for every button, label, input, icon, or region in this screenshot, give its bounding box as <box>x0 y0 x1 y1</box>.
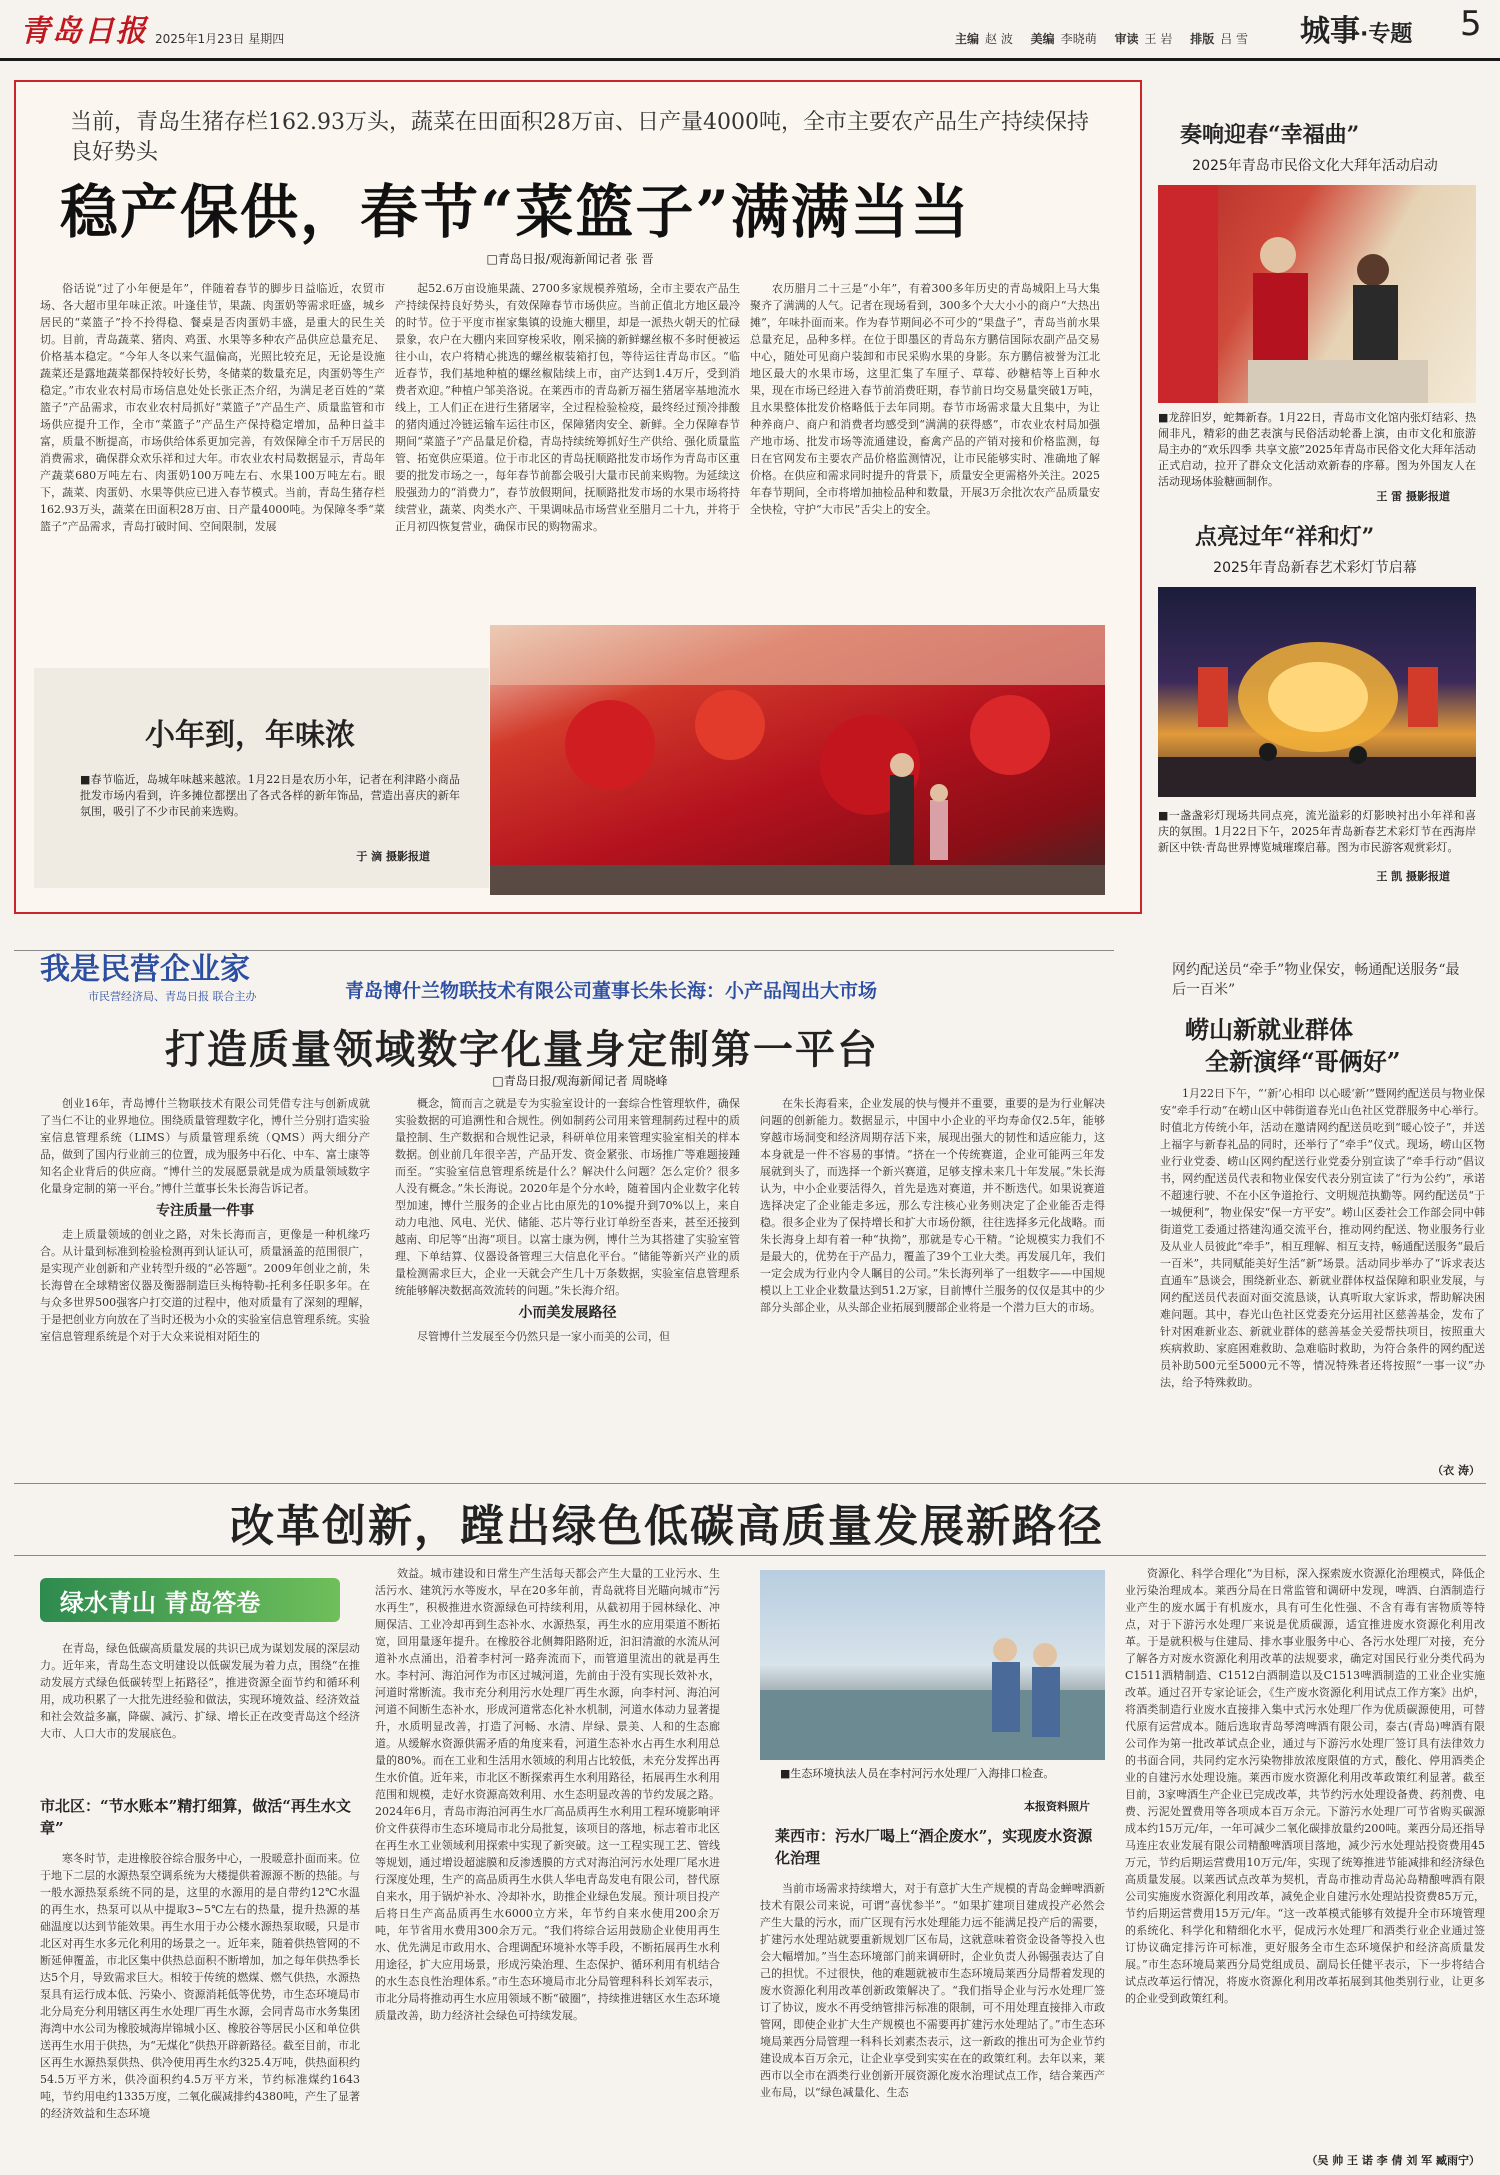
editor-credits: 主编 赵 波 美编 李晓萌 审读 王 岩 排版 吕 雪 <box>955 32 1249 46</box>
enterprise-column-2: 概念，简而言之就是专为实验室设计的一套综合性管理软件，确保实验数据的可追溯性和合规性。例如制药公司用来管理制药过程中的质量控制、生产数据和合规性记录，科研单位用来管理实验室相关的样本数据。创业前几年很辛苦，产品开发、资金紧张、市场推广等难题接踵而至。“实验室信息管理系统是什么？解决什么问题？怎么定价？很多人没有概念。”朱长海说。2020年是个分水岭，随着国内企业数字化转型加速，博什兰服务的企业占比由原先的10%提升到70%以上，来自动力电池、风电、光伏、储能、芯片等行业订单纷至沓来，甚至还接到越南、印尼等“出海”项目。以富士康为例，博什兰为其搭建了实验室管理、下单结算、仪器设备管理三大信息化平台。“储能等新兴产业的质量检测需求巨大，企业一天就会产生几十万条数据，实验室信息管理系统能够解决数据高效流转的问题。”朱长海介绍。 小而美发展路径 尽管博什兰发展至今仍然只是一家小而美的公司，但 <box>395 1097 740 1343</box>
sidebar-credit-2: 王 凯 摄影报道 <box>1376 870 1450 883</box>
river-inspection-photo <box>760 1570 1105 1760</box>
sidebar-subtitle-1: 2025年青岛市民俗文化大拜年活动启动 <box>1192 158 1438 174</box>
lantern-festival-photo <box>1158 587 1476 797</box>
enterprise-banner-sub: 市民营经济局、青岛日报 联合主办 <box>88 990 257 1003</box>
lead-column-1: 俗话说“过了小年便是年”，伴随着春节的脚步日益临近，农贸市场、各大超市里年味正浓。叶逢佳节，果蔬、肉蛋奶等需求旺盛，城乡居民的“菜篮子”拎不拎得稳、餐桌是否肉蛋奶丰盛，是重大的民生关切。目前，青岛蔬菜、猪肉、鸡蛋、水果等多种农产品供应总量充足、价格基本稳定。“今年人冬以来气温偏高，光照比较充足，无论是设施蔬菜还是露地蔬菜都保持较好长势，冬储菜的数量充足，肉蛋奶等生产稳定。”市农业农村局市场信息处处长张正杰介绍，为满足老百姓的“菜篮子”产品需求，市农业农村局抓好“菜篮子”产品生产、质量监管和市场供应提升工作，全市“菜篮子”产品生产保持稳定增加，品种日益丰富，质量不断提高，市场供给体系更加完善，有效保障全市千万居民的消费需求，确保群众欢乐祥和过大年。市农业农村局数据显示，青岛年产蔬菜680万吨左右、肉蛋奶100万吨左右、水果100万吨左右。眼下，蔬菜、肉蛋奶、水果等供应已进入春节模式。当前，青岛生猪存栏162.93万头，蔬菜在田面积28万亩、日产量4000吨。为保障冬季“菜篮子”产品需求，青岛打破时间、空间限制，发展 <box>40 282 385 533</box>
laoshan-body: 1月22日下午，“‘新’心相印 以心暖‘新’”暨网约配送员与物业保安“牵手行动”在崂山区中韩街道春光山色社区党群服务中心举行。时值北方传统小年，活动在邀请网约配送员吃到“暖心饺子”，并送上福字与新春礼品的同时，还举行了“牵手”仪式。现场，崂山区物业行业党委、崂山区网约配送行业党委分别宣读了“牵手行动”倡议书，网约配送员代表和物业保安代表分别宣读了“行为公约”，承诺不超速行驶、不在小区争道抢行、文明规范执勤等。网约配送员“于一城便利”，物业保安“保一方平安”。崂山区委社会工作部会同中韩街道党工委通过搭建沟通交流平台，推动网约配送、物业服务行业及从业人员彼此“牵手”，相互理解、相互支持，畅通配送服务“最后一百米”，共同赋能美好生活“新”场景。活动同步举办了“诉求表达直通车”恳谈会，围绕新业态、新就业群体权益保障和职业发展，与网约配送员代表面对面交流恳谈，认真听取大家诉求，帮助解决困难问题。其中，春光山色社区党委充分运用社区慈善基金，发布了针对困难新业态、新就业群体的慈善基金关爱帮扶项目，按照重大疾病救助、家庭困难救助、急难临时救助，为符合条件的网约配送员补助500元至5000元不等，情况特殊者还将按照“一事一议”办法，给予特殊救助。 <box>1160 1087 1485 1389</box>
sidebar-credit-1: 王 雷 摄影报道 <box>1376 490 1450 503</box>
enterprise-banner: 我是民营企业家 <box>40 952 250 987</box>
laoshan-headline-2: 全新演绎“哥俩好” <box>1205 1047 1401 1076</box>
laoshan-kicker: 网约配送员“牵手”物业保安，畅通配送服务“最后一百米” <box>1172 962 1460 998</box>
lead-kicker: 当前，青岛生猪存栏162.93万头，蔬菜在田面积28万亩、日产量4000吨，全市主要农产品生产持续保持良好势头 <box>70 110 1089 165</box>
green-banner: 绿水青山 青岛答卷 <box>60 1588 261 1617</box>
lead-byline: □青岛日报/观海新闻记者 张 晋 <box>486 252 654 266</box>
green-column-4: 资源化、科学合理化”为目标，深入探索废水资源化治理模式，降低企业污染治理成本。莱西分局在日常监管和调研中发现，啤酒、白酒制造行业产生的废水属于有机废水，具有可生化性强、不含有毒有害物质等特点，对于下游污水处理厂来说是优质碳源，适宜推进废水资源化利用改革。于是就积极与住建局、排水事业服务中心、各污水处理厂对接，充分了解各方对废水资源化利用改革的法规要求，确定对国民行业分类代码为C1511酒精制造、C1512白酒制造以及C1513啤酒制造的工业企业实施改革。通过召开专家论证会，《生产废水资源化利用试点工作方案》出炉，将酒类制造行业废水直接排入集中式污水处理厂作为优质碳源使用，可替代原有运营成本。随后选取青岛琴湾啤酒有限公司，泰古(青岛)啤酒有限公司作为第一批改革试点企业，通过与下游污水处理厂签订具有法律效力的书面合同，共同约定水污染物排放浓度限值的方式，酸化、停用酒类企业的自建污水处理设施。莱西市废水资源化利用改革政策红利显著。截至目前，3家啤酒生产企业已完成改革，共节约污水处理设备费、药剂费、电费、污泥处置费用等各项成本百万余元。下游污水处理厂可节省购买碳源成本约15万元/年，一年可减少二氧化碳排放量约200吨。莱西分局还指导马连庄农业发展有限公司精酿啤酒项目落地，减少污水处理站投资费用45万元，节约后期运营费用10万元/年，实现了统筹推进节能减排和经济绿色高质量发展。以莱西试点改革为契机，青岛市推动青岛沁岛精酿啤酒有限公司实施废水资源化利用改革，减免企业自建污水处理站投资费85万元，节约后期运营费用15万元/年。“这一改革模式能够有效提升全市环境管理的系统化、科学化和精细化水平，促成污水处理厂和酒类行业企业通过签订协议确定排污许可标准，更好服务全市生态环境保护和经济高质量发展。”市生态环境局莱西分局党组成员、副局长任健平表示，下一步将结合试点改革运行情况，将废水资源化利用改革拓展到其他类别行业，让更多的企业受到政策红利。 <box>1125 1567 1485 2005</box>
green-credit: （吴 帅 王 诺 李 倩 刘 军 臧雨宁） <box>1306 2154 1480 2167</box>
photo-caption: ■春节临近，岛城年味越来越浓。1月22日是农历小年，记者在利津路小商品批发市场内看到，许多摊位都摆出了各式各样的新年饰品，营造出喜庆的新年氛围，吸引了不少市民前来选购。 <box>80 773 460 818</box>
sidebar-caption-1: ■龙辞旧岁，蛇舞新春。1月22日，青岛市文化馆内张灯结彩、热闹非凡，精彩的曲艺表演与民俗活动轮番上演，由市文化和旅游局主办的“欢乐四季 共享文旅”2025年青岛市民俗文化大拜年活动正式启动，拉开了群众文化活动欢新春的序幕。图为外国友人在活动现场体验糖画制作。 <box>1158 411 1476 488</box>
sidebar-title-1: 奏响迎春“幸福曲” <box>1180 122 1360 148</box>
green-subhead-1: 市北区：“节水账本”精打细算，做活“再生水文章” <box>40 1797 351 1837</box>
lead-column-3: 农历腊月二十三是“小年”，有着300多年历史的青岛城阳上马大集聚齐了满满的人气。记者在现场看到，300多个大大小小的商户“大热出摊”，年味扑面而来。作为春节期间必不可少的“果盘子”，青岛当前水果总量充足，品种多样。在位于即墨区的青岛东方鹏信国际农副产品交易中心，随处可见商户装卸和市民采购水果的身影。东方鹏信被誉为江北地区最大的水果市场，这里汇集了车厘子、草莓、砂糖桔等上百种水果，现在市场已经进入春节前消费旺期，春节前日均交易量突破1万吨，且水果整体批发价格略低于去年同期。春节市场需求量大且集中，为让种养商户、商户和消费者均感受到“满满的获得感”，市农业农村局加强产地市场、批发市场等流通建设，畜禽产品的产销对接和价格监测，每日在官网发布主要农产品价格监测情况，让市民能够实时、准确地了解价格。在供应和需求同时提升的背景下，质量安全更需格外关注。2025年春节期间，全市将增加抽检品种和数量，开展3万余批次农产品质量安全快检，守护“大市民”舌尖上的安全。 <box>750 282 1100 516</box>
enterprise-subhead-1: 专注质量一件事 <box>156 1203 254 1219</box>
section-title: 城事·专题 <box>1300 14 1413 49</box>
laoshan-credit: （衣 涛） <box>1432 1464 1480 1477</box>
laoshan-headline-1: 崂山新就业群体 <box>1185 1015 1353 1044</box>
sidebar-caption-2: ■一盏盏彩灯现场共同点亮，流光溢彩的灯影映衬出小年祥和喜庆的氛围。1月22日下午，2025年青岛新春艺术彩灯节在西海岸新区中铁·青岛世界博览城璀璨启幕。图为市民游客观赏彩灯。 <box>1158 809 1476 854</box>
sidebar-subtitle-2: 2025年青岛新春艺术彩灯节启幕 <box>1213 560 1417 576</box>
green-column-1: 寒冬时节，走进橡胶谷综合服务中心，一股暖意扑面而来。位于地下二层的水源热泵空调系统为大楼提供着源源不断的热能。与一般水源热泵系统不同的是，这里的水源用的是自带约12℃水温的再生水，热泵可以从中提取3~5℃左右的热量，提升热源的基础温度以达到节能效果。再生水用于办公楼水源热泵取暖，只是市北区对再生水多元化利用的场景之一。近年来，随着供热管网的不断延伸覆盖，市北区集中供热总面积不断增加，加之每年供热季长达5个月，导致需求巨大。相较于传统的燃煤、燃气供热，水源热泵具有运行成本低、污染小、资源消耗低等优势，市生态环境局市北分局充分利用辖区再生水处理厂再生水源，会同青岛市水务集团海湾中水公司为橡胶城海岸锦城小区、橡胶谷等居民小区和单位供送再生水用于供热，为“无煤化”供热开辟新路径。截至目前，市北区再生水源热泵供热、供冷使用再生水约325.4万吨，供热面积约54.5万平方米，供冷面积约4.5万平方米，节约标准煤约1643吨，节约用电约1335万度，二氧化碳减排约4380吨，产生了显著的经济效益和生态环境 <box>40 1852 360 2120</box>
enterprise-kicker: 青岛博什兰物联技术有限公司董事长朱长海：小产品闯出大市场 <box>345 980 878 1002</box>
enterprise-byline: □青岛日报/观海新闻记者 周晓峰 <box>492 1074 668 1088</box>
photo-title: 小年到，年味浓 <box>145 718 355 753</box>
river-photo-caption: ■生态环境执法人员在李村河污水处理厂入海排口检查。 <box>780 1767 1055 1780</box>
river-photo-credit: 本报资料照片 <box>1024 1800 1090 1813</box>
green-column-3: 当前市场需求持续增大，对于有意扩大生产规模的青岛金蝉啤酒新技术有限公司来说，可谓“喜忧参半”。“如果扩建项目建成投产必然会产生大量的污水，而广区现有污水处理能力远不能满足投产后的需要，扩建污水处理站就要重新规划厂区布局，这就意味着资金设备等投入也会大幅增加。”当生态环境部门前来调研时，企业负责人孙锡强表达了自己的担忧。不过很快，他的难题就被市生态环境局莱西分局帮着发现的废水资源化利用改革创新政策解决了。“我们指导企业与污水处理厂签订了协议，废水不再受纳管排污标准的限制，可不用处理直接排入市政管网，即使企业扩大生产规模也不需要再扩建污水处理站了。”市生态环境局莱西分局管理一科科长刘素杰表示，这一新政的推出可为企业节约建设成本百万余元，让企业享受到实实在在的政策红利。去年以来，莱西市以全市在酒类行业创新开展资源化废水治理试点工作，结合莱西产业布局，以“绿色减量化、生态 <box>760 1882 1105 2099</box>
lead-headline: 稳产保供，春节“菜篮子”满满当当 <box>60 178 971 246</box>
enterprise-column-1: 创业16年，青岛博什兰物联技术有限公司凭借专注与创新成就了当仁不让的业界地位。围绕质量管理数字化，博什兰分别打造实验室信息管理系统（LIMS）与质量管理系统（QMS）两大细分产品，做到了国内行业前三的位置，成为服务中石化、中车、富士康等知名企业背后的供应商。“博什兰的发展愿景就是成为质量领域数字化量身定制的第一平台。”博什兰董事长朱长海告诉记者。 专注质量一件事 走上质量领域的创业之路，对朱长海而言，更像是一种机缘巧合。从计量到标准到检验检测再到认证认可，质量涵盖的范围很广，是实现产业创新和产业转型升级的“必答题”。2009年创业之前，朱长海曾在全球精密仪器及衡器制造巨头梅特勒-托利多任职多年。在与众多世界500强客户打交道的过程中，他对质量有了深刻的理解，于是把创业方向放在了当时还极为小众的实验室信息管理系统。实验室信息管理系统是个对于大众来说相对陌生的 <box>40 1097 370 1343</box>
page-number: 5 <box>1460 4 1482 44</box>
lunar-new-year-market-photo <box>490 625 1105 895</box>
green-column-2: 效益。城市建设和日常生产生活每天都会产生大量的工业污水、生活污水、建筑污水等废水，早在20多年前，青岛就将目光瞄向城市“污水再生”，积极推进水资源绿色可持续利用，从截初用于园林绿化、冲厕保洁、工业冷却再到生态补水、水源热泵，再生水的应用渠道不断拓宽，回用量逐年提升。在橡胶谷北侧舞阳路附近，汩汩清澈的水流从河道补水点涌出，沿着李村河一路奔流而下，而管道里流出的就是再生水。李村河、海泊河作为市区过城河道，先前由于没有实现长效补水，河道时常断流。我市充分利用污水处理厂再生水源，向李村河、海泊河河道不间断生态补水，形成河道常态化补水机制，河道水体动力显著提升，水质明显改善，打造了河畅、水清、岸绿、景美、人和的生态廊道。从缓解水资源供需矛盾的角度来看，河道生态补水占再生水利用总量的80%。而在工业和生活用水领域的利用占比较低，未充分发挥出再生水价值。近年来，市北区不断探索再生水利用路径，拓展再生水利用范围和规模，走好水资源高效利用、水生态明显改善的节约发展之路。2024年6月，青岛市海泊河再生水厂高品质再生水利用工程环境影响评价文件获得市生态环境局市北分局批复，该项目的落地，标志着市北区在再生水工业领域利用探索中实现了新突破。这一工程实现工艺、管线等规划，通过增设超滤膜和反渗透膜的方式对海泊河污水处理厂尾水进行深度处理，生产的高品质再生水供人华电青岛发电有限公司，替代原自来水，用于锅炉补水、冷却补水，助推企业绿色发展。预计项目投产后将日生产高品质再生水6000立方米，年节约自来水使用200余万吨，年节省用水费用300余万元。“我们将综合运用鼓励企业使用再生水、优先满足市政用水、合理调配环境补水等手段，不断拓展再生水利用途径，扩大应用场景，形成污染治理、生态保护、循环利用有机结合的水生态良性治理体系。”市生态环境局市北分局管理科科长刘军表示，市北分局将推动再生水应用领域不断“破圈”，持续推进辖区水生态环境质量改善，助力经济社会绿色可持续发展。 <box>375 1567 720 2022</box>
header-rule <box>0 58 1500 61</box>
green-subhead-2: 莱西市：污水厂喝上“酒企废水”，实现废水资源化治理 <box>775 1827 1093 1867</box>
enterprise-subhead-2: 小而美发展路径 <box>518 1305 617 1321</box>
divider <box>14 1483 1486 1484</box>
lead-column-2: 起52.6万亩设施果蔬、2700多家规模养殖场，全市主要农产品生产持续保持良好势头，有效保障春节市场供应。当前正值北方地区最冷的时节。位于平度市崔家集镇的设施大棚里，却是一派热火朝天的忙碌景象，农户在大棚内来回穿梭采收，刚采摘的新鲜螺丝椒不多时便被运往小山，农户将精心挑选的螺丝椒装箱打包，等待运往青岛市区。“临近春节，我们基地种植的螺丝椒陆续上市，亩产达到1.4万斤，受到消费者欢迎。”种植户邹美洛说。在莱西市的青岛新万福生猪屠宰基地流水线上，工人们正在进行生猪屠宰，全过程检验检疫，最终经过预冷排酸的猪肉通过冷链运输车运往市区，保障猪肉安全、新鲜。全力保障春节期间“菜篮子”产品量足价稳，青岛持续统筹抓好生产供给、强化质量监管、拓宽供应渠道。位于市北区的青岛抚顺路批发市场作为青岛市区重要的批发市场之一，每年春节前都会吸引大量市民前来购物。为延续这股强劲力的“消费力”，春节放假期间，抚顺路批发市场的水果市场将持续营业，蔬菜、肉类水产、干果调味品市场营业至腊月二十九，并将于正月初四恢复营业，确保市民的购物需求。 <box>395 282 740 533</box>
folk-culture-photo <box>1158 185 1476 403</box>
photo-credit: 于 滴 摄影报道 <box>356 850 430 863</box>
green-headline: 改革创新，蹚出绿色低碳高质量发展新路径 <box>230 1501 1104 1552</box>
issue-date: 2025年1月23日 星期四 <box>155 32 285 46</box>
divider <box>14 1555 1486 1556</box>
sidebar-title-2: 点亮过年“祥和灯” <box>1195 524 1375 550</box>
enterprise-column-3: 在朱长海看来，企业发展的快与慢并不重要，重要的是为行业解决问题的创新能力。数据显示，中国中小企业的平均寿命仅2.5年，能够穿越市场洞变和经济周期存活下来，展现出强大的韧性和适应能力，这本身就是一件不容易的事情。“挤在一个传统赛道，企业可能两三年发展就到头了，而选择一个新兴赛道，足够支撑未来几十年发展。”朱长海认为，中小企业要活得久，首先是选对赛道，并不断迭代。如果说赛道选择决定了企业能走多远，那么专注核心业务则决定了企业能否走得稳。很多企业为了保持增长和扩大市场份额，往往选择多元化战略。而朱长海身上却有着一种“执拗”，那就是专心干精。“论规模实力我们不是最大的，优势在于产品力，覆盖了39个工业大类。再发展几年，我们一定会成为行业内令人瞩目的公司。”朱长海列举了一组数字——中国规模以上工业企业数量达到51.2万家，目前博什兰服务的仅仅是其中的少部分头部企业，从头部企业拓展到腰部企业将是一个潜力巨大的市场。 <box>760 1097 1105 1314</box>
masthead-logo: 青岛日报 <box>20 14 148 49</box>
enterprise-headline: 打造质量领域数字化量身定制第一平台 <box>165 1026 879 1073</box>
green-intro: 在青岛，绿色低碳高质量发展的共识已成为谋划发展的深层动力。近年来，青岛生态文明建设以低碳发展为着力点，围绕“在推动发展方式绿色低碳转型上拓路径”，推进资源全面节约和循环利用，成功积累了一大批先进经验和做法，实现环境效益、经济效益和社会效益多赢，降碳、减污、扩绿、增长正在改变青岛这个经济大市、人口大市的发展底色。 <box>40 1642 360 1740</box>
